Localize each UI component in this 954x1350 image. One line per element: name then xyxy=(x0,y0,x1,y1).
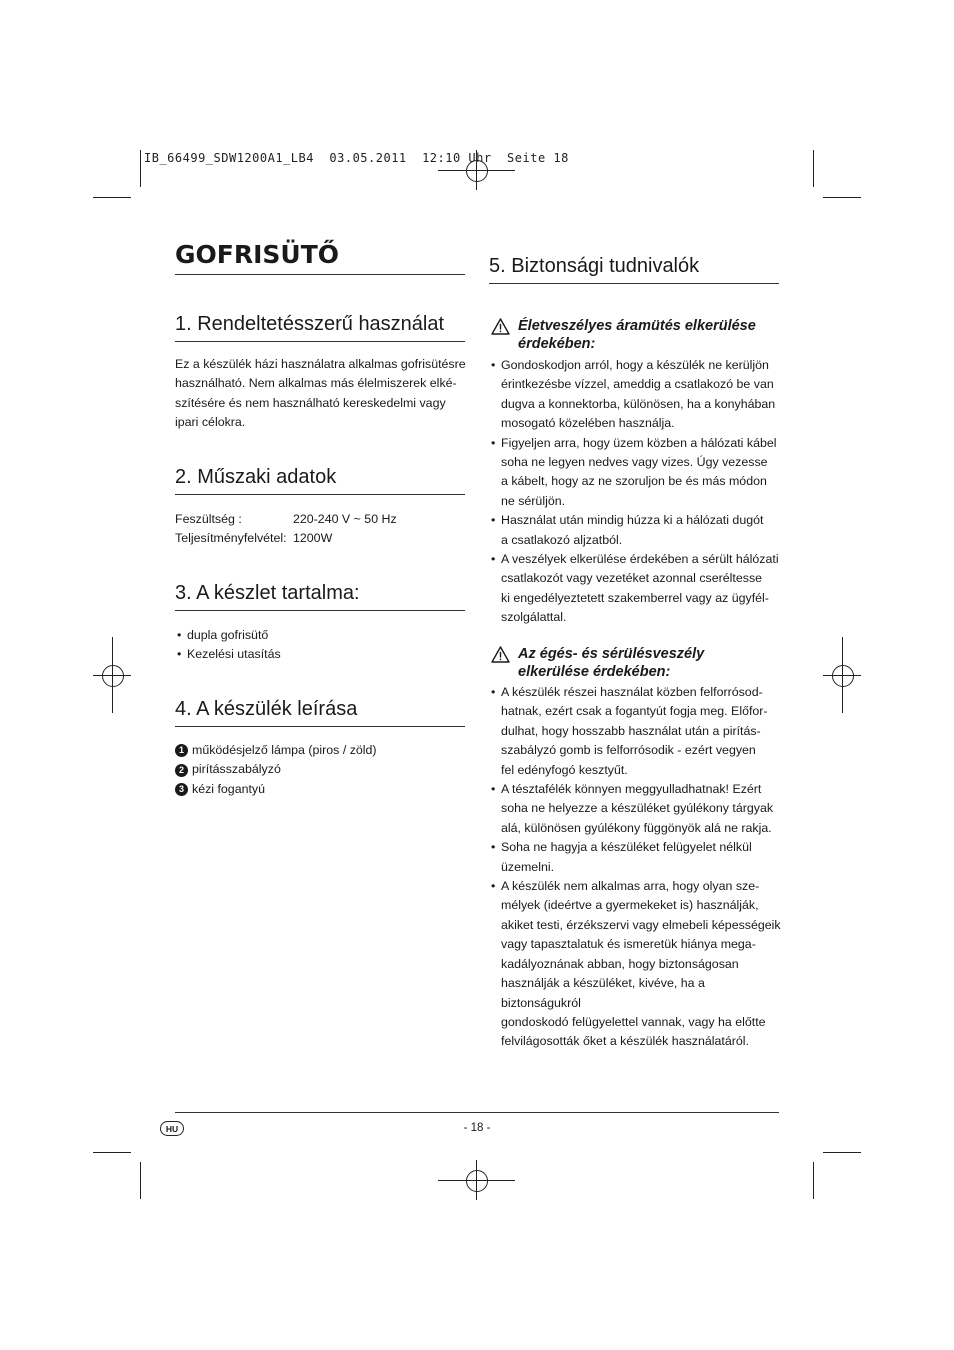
text-line: vagy tapasztalatuk és ismeretük hiánya mega- xyxy=(501,937,756,952)
section-heading-intended-use: 1. Rendeltetésszerű használat xyxy=(175,313,465,342)
table-row xyxy=(175,529,397,548)
warning-triangle-icon xyxy=(491,318,510,335)
text-line: a kábelt, hogy az ne szoruljon be és más módon xyxy=(501,474,767,489)
page-number: - 18 - xyxy=(463,1122,491,1134)
list-item xyxy=(489,356,781,434)
spec-label: Teljesítményfelvétel: xyxy=(175,531,287,546)
part-label: kézi fogantyú xyxy=(192,781,266,796)
text-line: • Soha ne hagyja a készüléket felügyelet nélkül xyxy=(501,840,752,855)
text-line: Ez a készülék házi használatra alkalmas gofrisütésre xyxy=(175,357,466,371)
text-line: soha ne legyen nedves vagy vizes. Úgy vezesse xyxy=(501,455,768,470)
language-badge: HU xyxy=(160,1121,184,1136)
burn-injury-list xyxy=(489,683,781,1052)
text-line: üzemelni. xyxy=(501,859,555,874)
warning-burn-injury xyxy=(491,645,779,681)
text-line: akiket testi, érzékszervi vagy elmebeli képességeik xyxy=(501,917,781,932)
list-item xyxy=(175,741,377,760)
list-item xyxy=(489,434,781,512)
text-line: a csatlakozó aljzatból. xyxy=(501,532,623,547)
warning-title: Az égés- és sérülésveszély elkerülése érdekében: xyxy=(518,646,705,680)
spec-value: 220-240 V ~ 50 Hz xyxy=(293,512,397,526)
number-badge: 3 xyxy=(175,783,188,796)
text-line: ne sérüljön. xyxy=(501,493,566,508)
text-line: felvilágosották őket a készülék használatáról. xyxy=(501,1034,749,1049)
text-line: fel edényfogó kesztyűt. xyxy=(501,762,628,777)
text-line: dugva a konnektorba, különösen, ha a konyhában xyxy=(501,396,776,411)
device-parts-list xyxy=(175,741,377,799)
list-item xyxy=(175,780,377,799)
list-item xyxy=(175,760,377,779)
text-line: • A készülék nem alkalmas arra, hogy olyan sze- xyxy=(501,879,760,894)
footer-divider xyxy=(175,1112,779,1113)
text-line: gondoskodó felügyelettel vannak, vagy ha előtte xyxy=(501,1014,766,1029)
list-item xyxy=(489,780,781,838)
list-item xyxy=(489,683,781,780)
text-line: használható. Nem alkalmas más élelmiszerek elké- xyxy=(175,376,457,391)
warning-triangle-icon xyxy=(491,646,510,663)
list-item xyxy=(489,550,781,628)
text-line: • Gondoskodjon arról, hogy a készülék ne kerüljön xyxy=(501,358,769,372)
intended-use-text xyxy=(175,355,470,433)
section-heading-package-contents: 3. A készlet tartalma: xyxy=(175,582,465,611)
section-heading-device-description: 4. A készülék leírása xyxy=(175,698,465,727)
spec-label: Feszültség : xyxy=(175,512,242,526)
text-line: hatnak, ezért csak a fogantyút fogja meg. Előfor- xyxy=(501,704,768,719)
text-line: alá, különösen gyúlékony függönyök alá ne rakja. xyxy=(501,820,772,835)
text-line: mosogató közelében használja. xyxy=(501,416,675,431)
list-item: • dupla gofrisütő xyxy=(175,626,281,645)
text-line: • Használat után mindig húzza ki a hálózati dugót xyxy=(501,513,764,528)
text-line: soha ne helyezze a készüléket gyúlékony tárgyak xyxy=(501,801,774,816)
section-heading-safety: 5. Biztonsági tudnivalók xyxy=(489,255,779,284)
text-line: dulhat, hogy hosszabb használat után a pirítás- xyxy=(501,723,761,738)
text-line: ipari célokra. xyxy=(175,415,246,430)
text-line: szítésére és nem használható kereskedelmi vagy xyxy=(175,395,446,410)
print-slug-line: IB_66499_SDW1200A1_LB4 03.05.2011 12:10 Uhr Seite 18 xyxy=(144,151,569,165)
part-label: működésjelző lámpa (piros / zöld) xyxy=(192,743,377,757)
text-line: • Figyeljen arra, hogy üzem közben a hálózati kábel xyxy=(501,435,777,450)
text-line: szolgálattal. xyxy=(501,610,567,625)
warning-electric-shock xyxy=(491,317,779,353)
list-item xyxy=(489,877,781,1052)
package-contents-list xyxy=(175,626,281,665)
list-item xyxy=(489,511,781,550)
electric-shock-list xyxy=(489,356,781,628)
page-title: GOFRISÜTŐ xyxy=(175,240,465,275)
text-line: kadályoznának abban, hogy biztonságosan xyxy=(501,956,739,971)
warning-title: Életveszélyes áramütés elkerülése érdekében: xyxy=(518,318,756,352)
part-label: pirításszabályzó xyxy=(192,762,281,777)
technical-data-table xyxy=(175,510,397,549)
list-item xyxy=(489,838,781,877)
table-row xyxy=(175,510,397,529)
text-line: mélyek (ideértve a gyermekeket is) használják, xyxy=(501,898,759,913)
text-line: • A készülék részei használat közben felforrósod- xyxy=(501,685,763,699)
list-item: • Kezelési utasítás xyxy=(175,645,281,664)
number-badge: 2 xyxy=(175,764,188,777)
text-line: • A tésztafélék könnyen meggyulladhatnak! Ezért xyxy=(501,782,762,797)
number-badge: 1 xyxy=(175,744,188,757)
text-line: • A veszélyek elkerülése érdekében a sérült hálózati xyxy=(501,552,779,567)
spec-value: 1200W xyxy=(293,531,333,546)
text-line: érintkezésbe vízzel, ameddig a csatlakozó be van xyxy=(501,377,774,392)
text-line: ki engedélyeztetett szakemberrel vagy az ügyfél- xyxy=(501,590,769,605)
text-line: csatlakozót vagy vezetéket azonnal cseréltesse xyxy=(501,571,763,586)
text-line: használják a készüléket, kivéve, ha a biztonságukról xyxy=(501,976,705,1010)
text-line: szabályzó gomb is felforrósodik - ezért vegyen xyxy=(501,743,756,758)
section-heading-technical-data: 2. Műszaki adatok xyxy=(175,466,465,495)
